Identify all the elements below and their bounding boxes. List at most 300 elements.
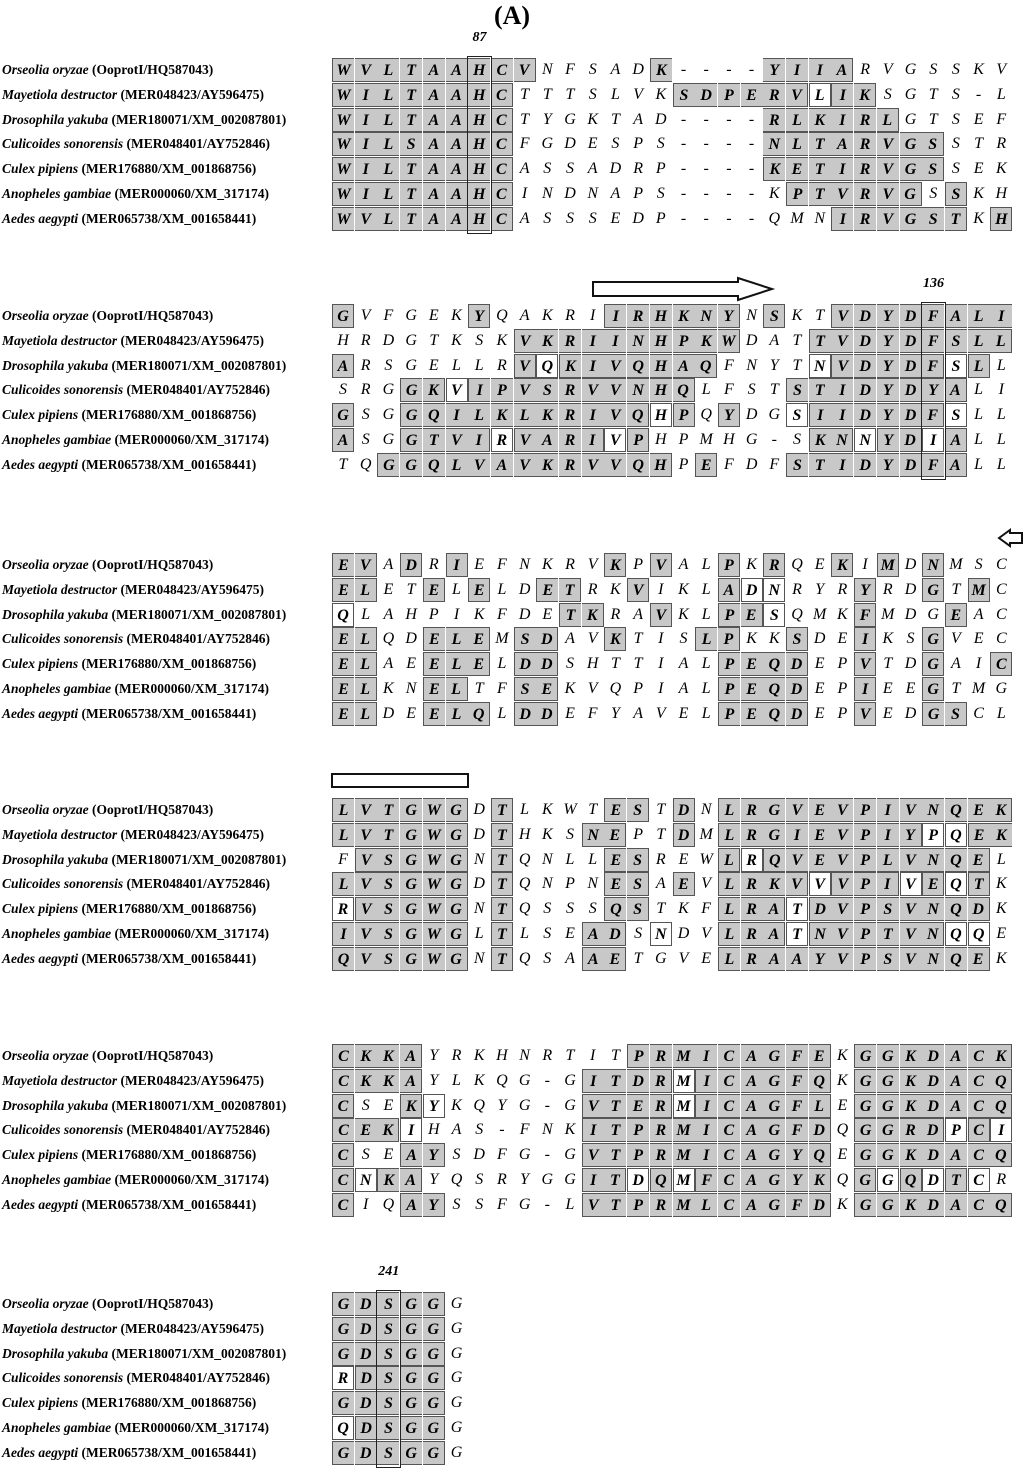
accession-number: (MER176880/XM_001868756) — [78, 1147, 257, 1163]
residue: P — [718, 627, 740, 651]
species-name: Aedes aegypti — [2, 456, 79, 472]
residue: A — [678, 556, 689, 573]
residue: G — [904, 61, 917, 78]
residue: - — [680, 160, 687, 178]
residue: G — [400, 1441, 422, 1465]
residue: D — [854, 354, 876, 378]
residue: D — [536, 627, 558, 651]
residue: E — [332, 652, 354, 676]
residue: K — [610, 580, 621, 598]
residue: E — [423, 578, 445, 602]
species-label — [2, 1416, 269, 1440]
accession-number: (OoprotI/HQ587043) — [88, 308, 214, 323]
residue: G — [450, 1419, 463, 1436]
residue: D — [695, 83, 717, 107]
residue: W — [332, 182, 354, 206]
residue: V — [951, 630, 961, 648]
residue: E — [837, 1146, 848, 1164]
residue: W — [332, 132, 354, 156]
residue: R — [559, 428, 581, 452]
residue: W — [423, 848, 445, 872]
residue: R — [882, 580, 893, 598]
residue: G — [518, 1146, 531, 1164]
residue: Q — [609, 680, 622, 697]
residue: C — [968, 1193, 990, 1217]
residue: V — [996, 61, 1007, 78]
residue: D — [900, 378, 922, 402]
residue: F — [786, 1118, 808, 1142]
residue: V — [831, 354, 853, 378]
residue: S — [974, 556, 983, 573]
residue: K — [564, 1121, 576, 1139]
residue: D — [904, 605, 917, 623]
residue: S — [627, 848, 649, 872]
accession-number: (MER048423/AY596475) — [117, 1320, 264, 1336]
residue: F — [769, 455, 780, 473]
residue: G — [763, 1193, 785, 1217]
residue: P — [854, 823, 876, 847]
residue: I — [831, 207, 853, 231]
residue: C — [995, 605, 1007, 623]
residue: E — [741, 677, 763, 701]
residue: A — [400, 1069, 422, 1093]
species-name: Aedes aegypti — [2, 950, 79, 966]
species-label — [2, 329, 264, 353]
residue: F — [519, 135, 530, 153]
residue: D — [673, 798, 695, 822]
residue: D — [854, 403, 876, 427]
species-label — [2, 603, 286, 627]
residue: D — [854, 329, 876, 353]
residue: K — [355, 1044, 377, 1068]
residue: S — [377, 897, 399, 921]
residue: D — [900, 403, 922, 427]
accession-number: (MER048423/AY596475) — [117, 826, 264, 842]
residue: V — [831, 329, 853, 353]
residue: E — [741, 83, 763, 107]
residue: P — [627, 1193, 649, 1217]
residue: G — [922, 702, 944, 726]
residue: R — [650, 1069, 672, 1093]
residue: Q — [518, 850, 531, 868]
residue: D — [355, 1317, 377, 1341]
accession-number: (MER180071/XM_002087801) — [108, 1345, 287, 1361]
residue: L — [452, 1071, 461, 1089]
residue: V — [786, 872, 808, 896]
residue: M — [673, 1193, 695, 1217]
residue: L — [355, 627, 377, 651]
residue: T — [945, 207, 967, 231]
residue: A — [678, 680, 689, 697]
residue: P — [854, 798, 876, 822]
residue: S — [929, 185, 938, 202]
residue: H — [468, 108, 490, 132]
residue: V — [587, 630, 598, 648]
residue: H — [468, 132, 490, 156]
residue: Y — [520, 1171, 530, 1188]
residue: V — [900, 872, 922, 896]
residue: S — [377, 1391, 399, 1415]
residue: R — [792, 580, 802, 598]
residue: G — [877, 1143, 899, 1167]
residue: C — [332, 1193, 354, 1217]
residue: H — [468, 58, 490, 82]
residue: A — [519, 160, 530, 178]
residue: Q — [468, 702, 490, 726]
species-label — [2, 1094, 286, 1118]
residue: I — [453, 605, 460, 623]
residue: V — [831, 182, 853, 206]
residue: T — [520, 110, 530, 128]
residue: H — [650, 354, 672, 378]
residue: Q — [332, 1416, 354, 1440]
residue: I — [695, 1118, 717, 1142]
residue: Q — [518, 900, 531, 918]
residue: D — [813, 630, 826, 648]
residue: K — [423, 378, 445, 402]
residue: Y — [497, 1096, 507, 1114]
residue: G — [854, 1168, 876, 1192]
residue: D — [609, 160, 622, 178]
residue: K — [763, 872, 785, 896]
residue: L — [701, 704, 711, 722]
residue: - — [771, 431, 777, 448]
residue: A — [945, 1044, 967, 1068]
accession-number: (MER048423/AY596475) — [117, 86, 264, 102]
residue: F — [695, 1168, 717, 1192]
residue: Y — [854, 578, 876, 602]
residue: G — [564, 1096, 576, 1114]
residue: P — [718, 83, 740, 107]
residue: - — [703, 135, 709, 153]
residue: S — [566, 655, 574, 673]
residue: L — [877, 108, 899, 132]
residue: Y — [877, 453, 899, 477]
residue: L — [332, 872, 354, 896]
residue: G — [423, 1342, 445, 1366]
residue: E — [973, 110, 984, 128]
residue: T — [809, 157, 831, 181]
residue: V — [786, 848, 808, 872]
residue: L — [377, 108, 399, 132]
residue: V — [831, 798, 853, 822]
residue: K — [990, 798, 1012, 822]
residue: N — [809, 922, 831, 946]
residue: N — [695, 304, 717, 328]
accession-number: (OoprotI/HQ587043) — [88, 802, 214, 817]
residue: G — [400, 823, 422, 847]
residue: F — [922, 304, 944, 328]
residue: F — [587, 704, 598, 722]
residue: L — [974, 406, 984, 424]
residue: Y — [786, 1168, 808, 1192]
residue: D — [968, 897, 990, 921]
residue: A — [763, 922, 785, 946]
residue: G — [400, 1292, 422, 1316]
accession-number: (MER048401/AY752846) — [123, 876, 271, 892]
residue: R — [854, 182, 876, 206]
residue: V — [831, 304, 853, 328]
residue: R — [854, 132, 876, 156]
residue: A — [741, 1143, 763, 1167]
residue: R — [360, 356, 371, 374]
residue: E — [428, 307, 439, 324]
residue: A — [769, 331, 780, 349]
species-name: Culicoides sonorensis — [2, 1122, 124, 1138]
residue: A — [678, 655, 689, 673]
residue: I — [922, 428, 944, 452]
panel-title: (A) — [493, 1, 531, 30]
residue: K — [451, 331, 462, 349]
residue: H — [995, 185, 1008, 202]
residue: I — [831, 378, 853, 402]
residue: C — [491, 132, 513, 156]
species-label — [2, 132, 270, 156]
residue: K — [973, 209, 984, 227]
residue: A — [383, 605, 394, 623]
residue: Y — [877, 428, 899, 452]
residue: H — [468, 207, 490, 231]
residue: E — [695, 453, 717, 477]
residue: I — [786, 823, 808, 847]
residue: R — [332, 897, 354, 921]
residue: V — [900, 848, 922, 872]
residue: N — [922, 922, 944, 946]
residue: D — [922, 1044, 944, 1068]
residue: Y — [809, 947, 831, 971]
residue: D — [741, 578, 763, 602]
residue: T — [565, 1047, 575, 1064]
residue: K — [809, 108, 831, 132]
residue: H — [518, 825, 531, 843]
residue: P — [786, 182, 808, 206]
residue: P — [633, 556, 643, 573]
residue: K — [837, 1071, 848, 1089]
residue: F — [786, 1193, 808, 1217]
residue: G — [400, 378, 422, 402]
bar-shape — [332, 774, 468, 787]
residue: P — [678, 431, 689, 448]
residue: L — [377, 83, 399, 107]
accession-number: (MER065738/XM_001658441) — [78, 1196, 257, 1212]
residue: N — [519, 556, 530, 573]
residue: Q — [423, 403, 445, 427]
residue: D — [922, 1069, 944, 1093]
residue: D — [473, 825, 485, 843]
residue: G — [763, 1168, 785, 1192]
residue: P — [945, 1118, 967, 1142]
residue: I — [809, 58, 831, 82]
residue: A — [446, 182, 468, 206]
residue: L — [474, 925, 484, 942]
residue: Y — [877, 403, 899, 427]
species-name: Drosophila yakuba — [2, 357, 109, 373]
residue: Y — [429, 1171, 439, 1188]
residue: S — [566, 825, 574, 843]
residue: I — [695, 1143, 717, 1167]
accession-number: (MER048401/AY752846) — [123, 382, 271, 398]
residue: K — [536, 453, 558, 477]
residue: I — [862, 556, 868, 573]
residue: E — [468, 578, 490, 602]
residue: G — [405, 307, 417, 324]
residue: S — [377, 947, 399, 971]
residue: V — [604, 378, 626, 402]
residue: T — [491, 872, 513, 896]
residue: D — [922, 1193, 944, 1217]
residue: A — [446, 132, 468, 156]
residue: I — [355, 132, 377, 156]
beta-strand-arrow-start — [996, 527, 1024, 549]
residue: K — [377, 1044, 399, 1068]
residue: T — [520, 85, 530, 103]
residue: C — [332, 1069, 354, 1093]
residue: N — [473, 949, 485, 967]
residue: C — [718, 1118, 740, 1142]
residue: A — [831, 132, 853, 156]
species-label — [2, 1143, 256, 1167]
residue: D — [514, 702, 536, 726]
residue: D — [355, 1391, 377, 1415]
residue: E — [536, 677, 558, 701]
residue: F — [922, 354, 944, 378]
residue: Q — [945, 823, 967, 847]
residue: - — [544, 1096, 550, 1114]
residue: I — [468, 378, 490, 402]
residue: L — [497, 580, 507, 598]
residue: L — [332, 823, 354, 847]
residue: W — [332, 157, 354, 181]
residue: A — [519, 209, 530, 227]
residue: K — [377, 1118, 399, 1142]
residue: A — [446, 58, 468, 82]
residue: T — [565, 85, 575, 103]
residue: S — [377, 1366, 399, 1390]
accession-number: (MER048423/AY596475) — [117, 581, 264, 597]
residue: L — [974, 381, 984, 399]
residue: C — [491, 83, 513, 107]
residue: P — [854, 848, 876, 872]
residue: V — [514, 354, 536, 378]
residue: C — [718, 1069, 740, 1093]
residue: D — [900, 428, 922, 452]
residue: V — [831, 897, 853, 921]
residue: L — [786, 108, 808, 132]
residue: K — [837, 1047, 848, 1064]
residue: P — [678, 455, 689, 473]
residue: N — [473, 850, 485, 868]
residue: V — [831, 823, 853, 847]
residue: I — [590, 307, 596, 324]
residue: Q — [945, 897, 967, 921]
residue: K — [582, 603, 604, 627]
residue: V — [786, 83, 808, 107]
residue: K — [383, 680, 394, 697]
residue: N — [746, 307, 757, 324]
residue: K — [559, 354, 581, 378]
residue: - — [726, 209, 732, 227]
residue: D — [904, 655, 917, 673]
residue: P — [491, 378, 513, 402]
residue: A — [741, 1094, 763, 1118]
residue: E — [332, 578, 354, 602]
residue: Q — [496, 307, 508, 324]
residue-position-label: 241 — [378, 1264, 400, 1279]
residue: V — [877, 157, 899, 181]
residue: D — [536, 652, 558, 676]
residue: S — [377, 872, 399, 896]
residue: P — [655, 209, 666, 227]
residue: E — [423, 677, 445, 701]
residue: T — [928, 85, 938, 103]
residue: D — [400, 553, 422, 577]
residue: L — [990, 329, 1012, 353]
residue: L — [452, 356, 461, 374]
residue: E — [565, 704, 575, 722]
residue: D — [655, 110, 667, 128]
accession-number: (MER065738/XM_001658441) — [78, 210, 257, 226]
residue: N — [831, 428, 853, 452]
residue: V — [678, 949, 689, 967]
residue: L — [701, 580, 711, 598]
residue: G — [854, 1069, 876, 1093]
residue: T — [377, 798, 399, 822]
species-label — [2, 428, 269, 452]
accession-number: (MER048401/AY752846) — [123, 136, 271, 152]
species-name: Culicoides sonorensis — [2, 876, 124, 892]
residue: G — [854, 1044, 876, 1068]
residue: R — [610, 605, 621, 623]
residue: S — [786, 378, 808, 402]
residue: K — [900, 1044, 922, 1068]
residue: T — [610, 1047, 620, 1064]
residue: K — [809, 428, 831, 452]
residue: D — [473, 875, 485, 893]
residue: G — [332, 1391, 354, 1415]
residue: E — [905, 680, 916, 697]
residue: E — [809, 848, 831, 872]
residue: - — [680, 185, 687, 202]
species-name: Mayetiola destructor — [2, 581, 118, 597]
residue: G — [900, 132, 922, 156]
species-name: Drosophila yakuba — [2, 851, 109, 867]
residue: S — [588, 209, 597, 227]
residue: I — [854, 677, 876, 701]
residue: I — [582, 1168, 604, 1192]
species-label — [2, 207, 256, 231]
residue: A — [633, 704, 643, 722]
species-label — [2, 627, 270, 651]
residue: G — [405, 331, 417, 349]
residue: - — [748, 185, 755, 202]
residue: D — [922, 1168, 944, 1192]
residue: T — [604, 1094, 626, 1118]
residue: C — [491, 207, 513, 231]
species-label — [2, 553, 213, 577]
residue: S — [361, 431, 370, 448]
residue: L — [497, 655, 507, 673]
residue: W — [423, 897, 445, 921]
species-name: Culicoides sonorensis — [2, 136, 124, 152]
residue: - — [544, 1146, 550, 1164]
residue: D — [677, 925, 690, 942]
residue: M — [699, 825, 713, 843]
residue: T — [769, 381, 779, 399]
residue: I — [446, 553, 468, 577]
residue: - — [748, 209, 755, 227]
residue: P — [627, 428, 649, 452]
residue: K — [854, 83, 876, 107]
